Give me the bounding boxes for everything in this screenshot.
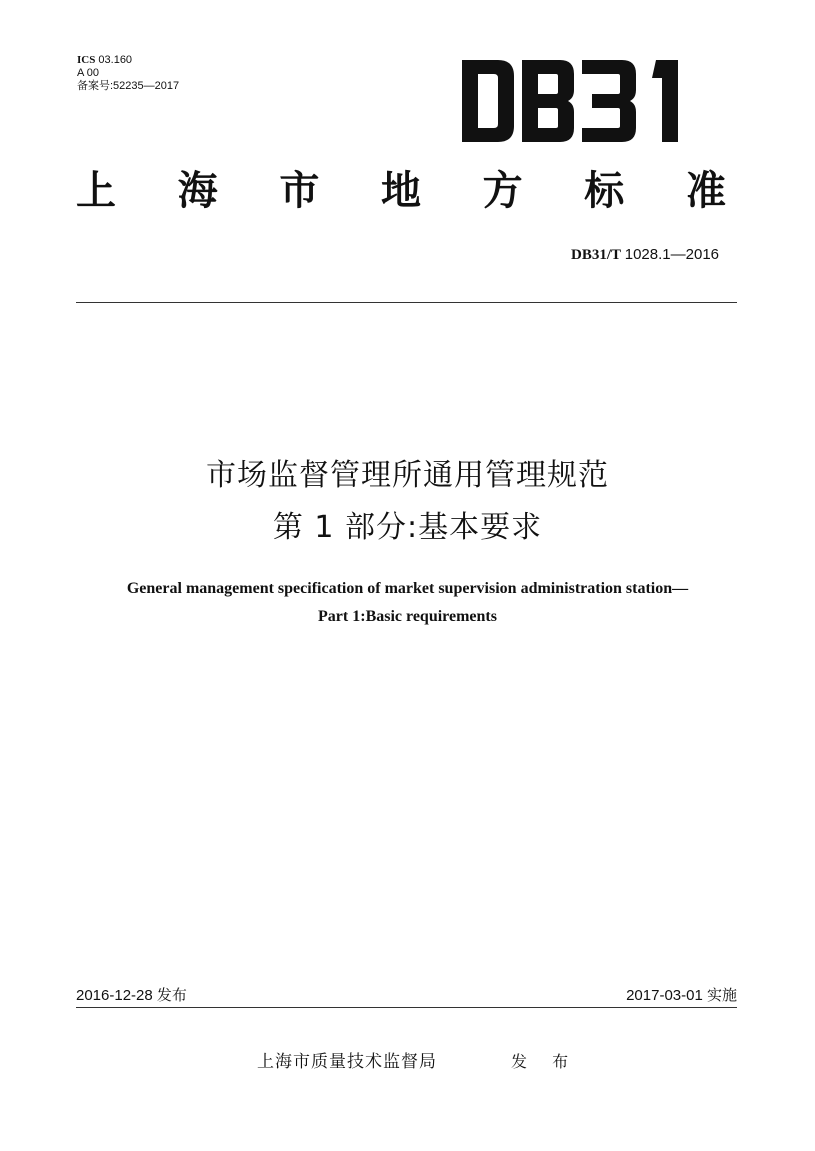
standard-type-char: 海	[177, 168, 218, 214]
chinese-title-line-1: 市场监督管理所通用管理规范	[206, 458, 609, 493]
english-title-line-1: General management specification of market supervision administration station—	[126, 580, 689, 597]
standard-type-char: 准	[685, 168, 726, 214]
db31-logo	[462, 60, 690, 142]
issue-date: 2016-12-28 发布	[76, 987, 187, 1004]
footer-divider	[76, 1007, 737, 1008]
standard-type-char: 市	[279, 168, 320, 214]
standard-type-char: 方	[482, 168, 523, 214]
classification-code: A 00	[77, 67, 100, 79]
standard-type-char: 地	[380, 168, 421, 214]
publisher-name: 上海市质量技术监督局	[257, 1052, 437, 1072]
standard-type-char: 上	[76, 168, 116, 214]
standard-number-prefix: DB31/T	[570, 247, 621, 263]
standard-metadata	[77, 54, 179, 93]
ics-label: ICS	[77, 54, 96, 66]
standard-type-title	[76, 166, 726, 216]
english-title-line-2: Part 1:Basic requirements	[318, 608, 497, 625]
standard-number-value: 1028.1—2016	[624, 246, 719, 263]
ics-code	[77, 54, 179, 67]
standard-number	[571, 246, 719, 264]
record-number: 备案号:52235—2017	[77, 80, 180, 92]
standard-type-char: 标	[584, 168, 625, 214]
chinese-title-line-2: 第 1 部分:基本要求	[272, 510, 543, 545]
publish-action: 发 布	[511, 1052, 579, 1071]
ics-value: 03.160	[98, 54, 133, 66]
header-divider	[76, 302, 737, 303]
implementation-date: 2017-03-01 实施	[626, 987, 737, 1004]
